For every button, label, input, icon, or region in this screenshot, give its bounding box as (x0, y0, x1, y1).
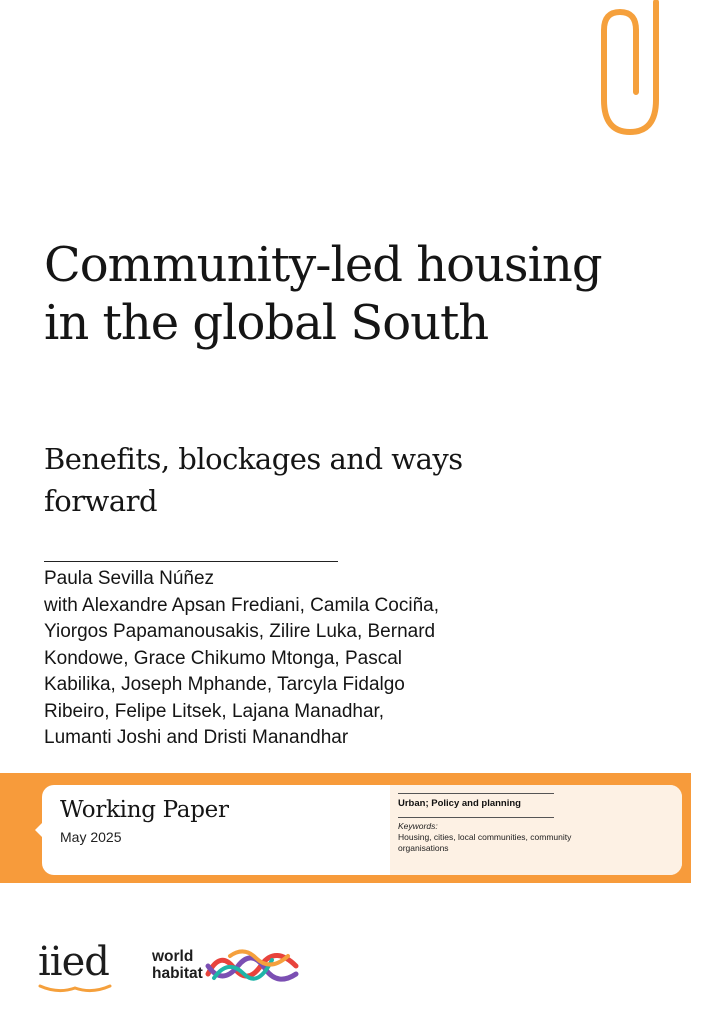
author-line: Paula Sevilla Núñez (44, 568, 215, 589)
iied-swoosh-icon (38, 982, 112, 996)
author-line: Kondowe, Grace Chikumo Mtonga, Pascal (44, 647, 403, 669)
document-subtitle: Benefits, blockages and ways forward (44, 442, 463, 518)
author-line: Kabilika, Joseph Mphande, Tarcyla Fidalgo (44, 674, 405, 695)
author-line: Ribeiro, Felipe Litsek, Lajana Manadhar, (44, 700, 385, 722)
publication-category: Urban; Policy and planning (398, 798, 521, 809)
author-list (44, 566, 544, 752)
publication-date: May 2025 (60, 829, 122, 845)
author-line: Lumanti Joshi and Dristi Manandhar (44, 727, 349, 748)
category-rule-bottom (398, 817, 554, 818)
world-habitat-wordmark (152, 948, 203, 982)
iied-wordmark: iied (38, 939, 109, 985)
publication-type: Working Paper (60, 797, 229, 823)
keywords-label: Keywords: (398, 821, 438, 831)
paperclip-icon (588, 0, 668, 142)
world-habitat-line2: habitat (152, 965, 203, 982)
title-divider (44, 561, 338, 562)
world-habitat-line1: world (152, 948, 194, 965)
world-habitat-logo (152, 944, 302, 990)
publication-card (42, 785, 682, 875)
category-rule-top (398, 793, 554, 794)
keywords-text: Housing, cities, local communities, community organisations (398, 832, 572, 853)
world-habitat-mark-icon (204, 944, 300, 990)
iied-logo (38, 938, 112, 998)
document-title: Community-led housing in the global South (44, 237, 602, 351)
author-line: with Alexandre Apsan Frediani, Camila Cociña, (44, 594, 439, 616)
author-line: Yiorgos Papamanousakis, Zilire Luka, Bernard (44, 621, 436, 642)
